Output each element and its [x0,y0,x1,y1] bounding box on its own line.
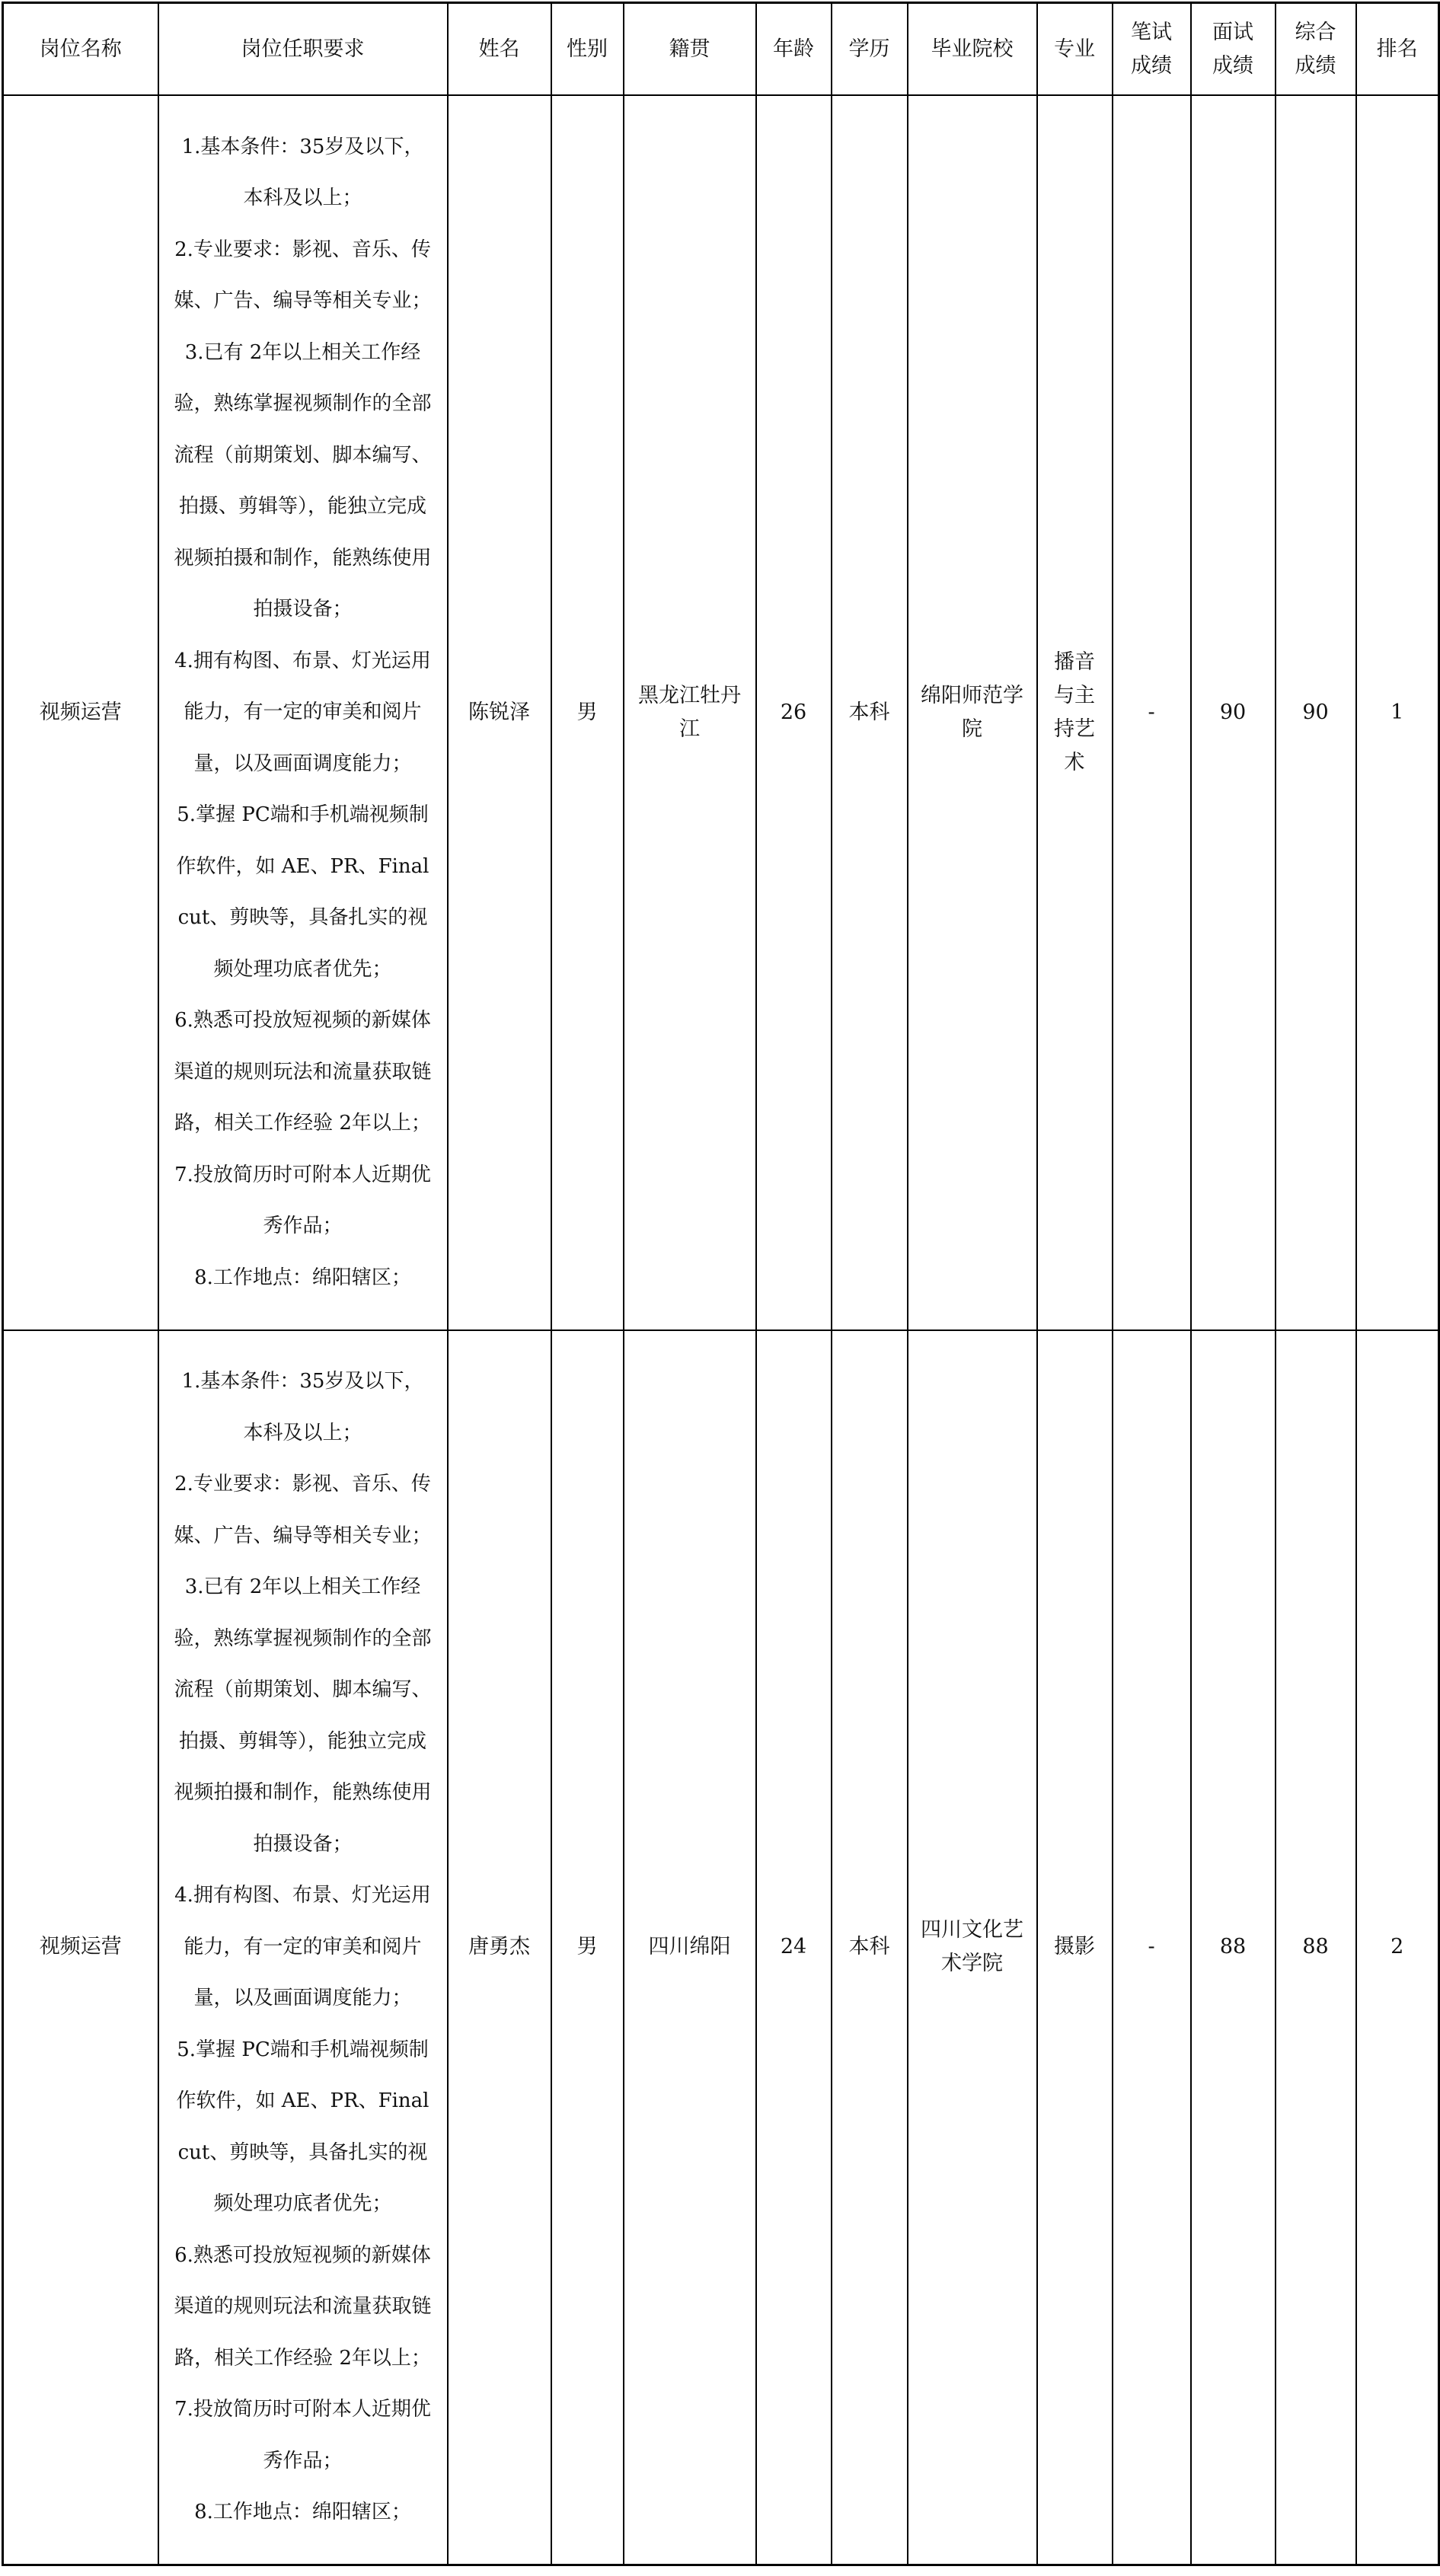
header-interview-line1: 面试 [1212,20,1253,44]
header-age: 年龄 [756,3,832,96]
header-post-name: 岗位名称 [3,3,158,96]
cell-origin: 四川绵阳 [624,1330,756,2565]
header-education: 学历 [832,3,908,96]
header-row [3,3,1439,96]
cell-post: 视频运营 [3,1330,158,2565]
cell-education: 本科 [832,1330,908,2565]
table-row [3,1330,1439,2565]
cell-education: 本科 [832,95,908,1330]
cell-written-score: - [1113,1330,1191,2565]
requirement-item: 8.工作地点：绵阳辖区； [194,2501,411,2524]
header-written-score [1113,3,1191,96]
header-written-line1: 笔试 [1131,20,1172,44]
requirement-item: 1.基本条件：35岁及以下，本科及以上； [181,135,424,210]
cell-rank: 2 [1356,1330,1439,2565]
header-major: 专业 [1037,3,1113,96]
requirement-item: 4.拥有构图、布景、灯光运用能力，有一定的审美和阅片量，以及画面调度能力； [174,1884,431,2010]
cell-age: 26 [756,95,832,1330]
header-school: 毕业院校 [908,3,1037,96]
requirement-item: 7.投放简历时可附本人近期优秀作品； [174,2398,431,2472]
requirement-item: 1.基本条件：35岁及以下，本科及以上； [181,1370,424,1444]
requirement-item: 5.掌握 PC端和手机端视频制作软件，如 AE、PR、Final cut、剪映等，具备扎实的视频处理功底者优先； [176,2038,429,2216]
cell-major: 摄影 [1037,1330,1113,2565]
cell-name: 陈锐泽 [448,95,551,1330]
requirement-item: 6.熟悉可投放短视频的新媒体渠道的规则玩法和流量获取链路，相关工作经验 2年以上； [174,2243,432,2370]
header-requirements: 岗位任职要求 [158,3,448,96]
header-interview-score [1191,3,1276,96]
cell-rank: 1 [1356,95,1439,1330]
header-rank: 排名 [1356,3,1439,96]
cell-gender: 男 [551,95,624,1330]
cell-post: 视频运营 [3,95,158,1330]
table-row [3,95,1439,1330]
cell-interview-score: 88 [1191,1330,1276,2565]
requirement-item: 8.工作地点：绵阳辖区； [194,1266,411,1289]
cell-age: 24 [756,1330,832,2565]
requirement-item: 4.拥有构图、布景、灯光运用能力，有一定的审美和阅片量，以及画面调度能力； [174,649,431,775]
cell-major: 播音与主持艺术 [1037,95,1113,1330]
requirement-item: 2.专业要求：影视、音乐、传媒、广告、编导等相关专业； [174,238,432,313]
requirement-item: 3.已有 2年以上相关工作经验，熟练掌握视频制作的全部流程（前期策划、脚本编写、拍摄、剪辑等），能独立完成视频拍摄和制作，能熟练使用拍摄设备； [174,1575,432,1856]
cell-interview-score: 90 [1191,95,1276,1330]
cell-origin: 黑龙江牡丹江 [624,95,756,1330]
cell-written-score: - [1113,95,1191,1330]
results-table [2,2,1440,2566]
cell-requirements [158,95,448,1330]
header-composite-score [1276,3,1356,96]
requirements-list [159,1356,447,2539]
header-gender: 性别 [551,3,624,96]
header-composite-line2: 成绩 [1295,53,1336,78]
cell-composite-score: 88 [1276,1330,1356,2565]
cell-gender: 男 [551,1330,624,2565]
header-origin: 籍贯 [624,3,756,96]
header-name: 姓名 [448,3,551,96]
requirement-item: 2.专业要求：影视、音乐、传媒、广告、编导等相关专业； [174,1473,432,1547]
cell-composite-score: 90 [1276,95,1356,1330]
requirement-item: 5.掌握 PC端和手机端视频制作软件，如 AE、PR、Final cut、剪映等，具备扎实的视频处理功底者优先； [176,803,429,981]
header-written-line2: 成绩 [1131,53,1172,78]
cell-school: 四川文化艺术学院 [908,1330,1037,2565]
cell-name: 唐勇杰 [448,1330,551,2565]
requirement-item: 6.熟悉可投放短视频的新媒体渠道的规则玩法和流量获取链路，相关工作经验 2年以上； [174,1009,432,1135]
cell-school: 绵阳师范学院 [908,95,1037,1330]
requirement-item: 7.投放简历时可附本人近期优秀作品； [174,1163,431,1238]
requirement-item: 3.已有 2年以上相关工作经验，熟练掌握视频制作的全部流程（前期策划、脚本编写、拍摄、剪辑等），能独立完成视频拍摄和制作，能熟练使用拍摄设备； [174,340,432,621]
header-interview-line2: 成绩 [1212,53,1253,78]
requirements-list [159,122,447,1304]
cell-requirements [158,1330,448,2565]
header-composite-line1: 综合 [1295,20,1336,44]
